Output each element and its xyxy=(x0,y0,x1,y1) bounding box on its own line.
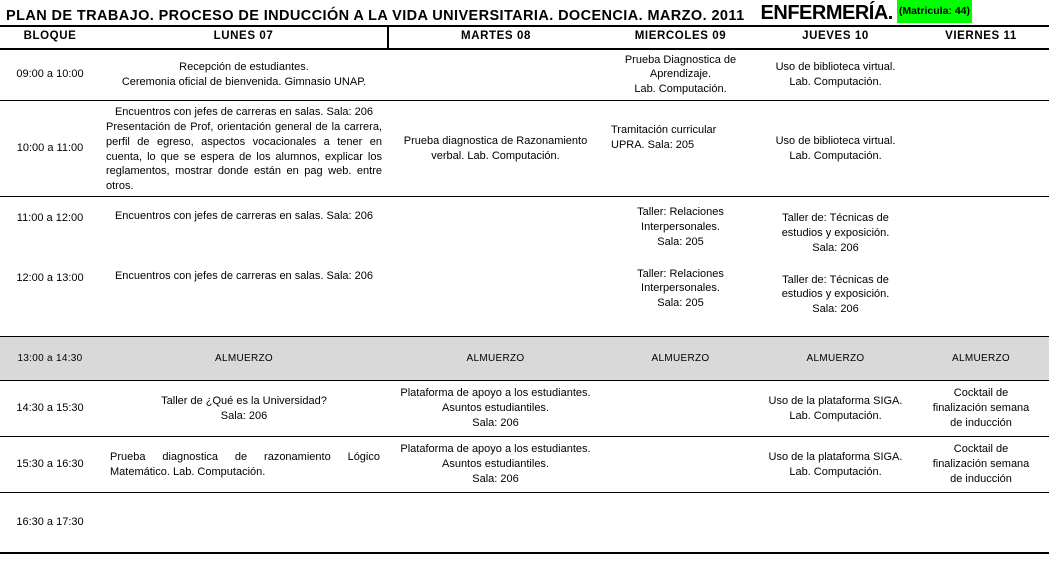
table-row xyxy=(0,493,1049,553)
document-header xyxy=(0,0,1049,25)
time-block: 11:00 a 12:00 xyxy=(0,197,100,265)
cell-lunes-line1: Encuentros con jefes de carreras en salas. Sala: 206 xyxy=(114,106,374,119)
cell-martes xyxy=(388,265,603,337)
cell-lunes: Encuentros con jefes de carreras en salas. Sala: 206 xyxy=(100,197,388,265)
cell-jueves: ALMUERZO xyxy=(758,337,913,381)
cell-miercoles: Taller: Relaciones Interpersonales. Sala: 205 xyxy=(603,197,758,265)
time-block: 14:30 a 15:30 xyxy=(16,402,84,415)
time-block: 13:00 a 14:30 xyxy=(0,337,100,381)
table-row-lunch xyxy=(0,337,1049,381)
cell-viernes: ALMUERZO xyxy=(913,337,1049,381)
cell-jueves xyxy=(758,493,913,553)
cell-viernes xyxy=(913,101,1049,197)
cell-lunes xyxy=(100,493,388,553)
time-block: 12:00 a 13:00 xyxy=(16,271,84,284)
cell-miercoles: Tramitación curricular UPRA. Sala: 205 xyxy=(603,101,758,197)
cell-jueves: Taller de: Técnicas de estudios y exposición. Sala: 206 xyxy=(758,197,913,265)
time-block: 15:30 a 16:30 xyxy=(0,437,100,493)
cell-lunes-paragraph: Presentación de Prof, orientación general de la carrera, perfil de egreso, aspectos vocacionales a tener en cuenta, lo que se espera de los alumnos, explicar los reglamentos, mostrar donde están en pag web. entre otros. xyxy=(106,120,382,193)
cell-jueves: Taller de: Técnicas de estudios y exposición. Sala: 206 xyxy=(781,273,890,316)
column-header-jueves: JUEVES 10 xyxy=(758,26,913,49)
enrollment-badge: (Matricula: 44) xyxy=(897,0,972,23)
cell-jueves: Uso de biblioteca virtual. Lab. Computación. xyxy=(775,60,896,88)
cell-viernes: Cocktail de finalización semana de inducción xyxy=(913,437,1049,493)
cell-jueves: Uso de la plataforma SIGA. Lab. Computación. xyxy=(768,394,903,422)
column-header-lunes: LUNES 07 xyxy=(100,26,388,49)
cell-miercoles: ALMUERZO xyxy=(603,337,758,381)
cell-martes: Plataforma de apoyo a los estudiantes. Asuntos estudiantiles. Sala: 206 xyxy=(388,437,603,493)
cell-martes xyxy=(388,197,603,265)
cell-lunes: Encuentros con jefes de carreras en salas. Sala: 206 xyxy=(114,269,374,282)
table-row xyxy=(0,437,1049,493)
cell-jueves: Uso de biblioteca virtual. Lab. Computación. xyxy=(758,101,913,197)
table-row xyxy=(0,197,1049,265)
cell-lunes: ALMUERZO xyxy=(100,337,388,381)
cell-lunes: Taller de ¿Qué es la Universidad? Sala: 206 xyxy=(161,394,327,422)
cell-miercoles xyxy=(603,493,758,553)
cell-martes: Plataforma de apoyo a los estudiantes. Asuntos estudiantiles. Sala: 206 xyxy=(400,387,591,429)
time-block: 10:00 a 11:00 xyxy=(0,101,100,197)
table-header-row xyxy=(0,26,1049,49)
cell-miercoles: Prueba Diagnostica de Aprendizaje. Lab. Computación. xyxy=(624,53,737,96)
cell-lunes: Recepción de estudiantes. Ceremonia oficial de bienvenida. Gimnasio UNAP. xyxy=(121,60,367,88)
table-row xyxy=(0,49,1049,101)
cell-miercoles xyxy=(603,437,758,493)
cell-martes: ALMUERZO xyxy=(388,337,603,381)
page-title: PLAN DE TRABAJO. PROCESO DE INDUCCIÓN A LA VIDA UNIVERSITARIA. DOCENCIA. MARZO. 2011 xyxy=(6,7,745,24)
cell-viernes xyxy=(913,493,1049,553)
cell-viernes: Cocktail de finalización semana de inducción xyxy=(932,387,1030,429)
column-header-miercoles: MIERCOLES 09 xyxy=(603,26,758,49)
table-row xyxy=(0,381,1049,437)
career-title: ENFERMERÍA. xyxy=(760,2,893,24)
cell-miercoles xyxy=(603,381,758,437)
cell-viernes xyxy=(913,197,1049,265)
cell-viernes xyxy=(913,49,1049,101)
column-header-viernes: VIERNES 11 xyxy=(913,26,1049,49)
cell-lunes: Prueba diagnostica de razonamiento Lógico Matemático. Lab. Computación. xyxy=(100,437,388,493)
cell-martes: Prueba diagnostica de Razonamiento verbal. Lab. Computación. xyxy=(388,101,603,197)
table-row xyxy=(0,101,1049,197)
cell-martes xyxy=(388,493,603,553)
column-header-martes: MARTES 08 xyxy=(388,26,603,49)
cell-martes xyxy=(388,49,603,101)
time-block: 09:00 a 10:00 xyxy=(16,68,84,81)
schedule-table xyxy=(0,25,1049,554)
cell-lunes xyxy=(100,101,388,197)
cell-jueves: Uso de la plataforma SIGA. Lab. Computación. xyxy=(758,437,913,493)
time-block: 16:30 a 17:30 xyxy=(0,493,100,553)
cell-viernes xyxy=(913,265,1049,337)
table-row xyxy=(0,265,1049,337)
column-header-bloque: BLOQUE xyxy=(0,26,100,49)
cell-miercoles: Taller: Relaciones Interpersonales. Sala: 205 xyxy=(637,267,724,310)
